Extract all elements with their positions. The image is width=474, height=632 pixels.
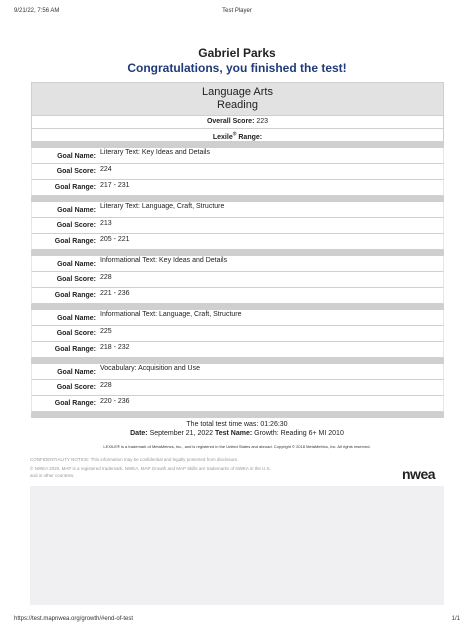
goal-name-label: Goal Name:: [57, 261, 96, 268]
goal-score-value: 225: [100, 328, 112, 335]
goal-name-value: Informational Text: Key Ideas and Details: [100, 257, 228, 264]
goal-score-label: Goal Score:: [56, 384, 96, 391]
date-value: September 21, 2022: [149, 430, 214, 437]
print-footer: [0, 616, 474, 626]
goal-score-label: Goal Score:: [56, 330, 96, 337]
overall-score-label: Overall Score:: [206, 118, 255, 125]
print-header: [0, 8, 474, 20]
goal-range-row: [31, 180, 444, 196]
goal-score-value: 224: [100, 166, 112, 173]
print-page-number: 1/1: [451, 616, 460, 622]
goal-range-label: Goal Range:: [54, 292, 96, 299]
lexile-trademark-note: LEXILE® is a trademark of MetaMetrics, Inc., and is registered in the United States and abroad. Copyright © 2018 MetaMetrics, Inc. All rights reserved.: [103, 444, 371, 449]
goal-range-value: 221 - 236: [100, 290, 130, 297]
goal-range-row: [31, 396, 444, 412]
goal-name-label: Goal Name:: [57, 153, 96, 160]
score-report: [31, 82, 444, 418]
goal-range-value: 218 - 232: [100, 344, 130, 351]
goal-range-value: 220 - 236: [100, 398, 130, 405]
goal-name-row: [31, 310, 444, 326]
goal-range-row: [31, 288, 444, 304]
goal-score-label: Goal Score:: [56, 276, 96, 283]
lexile-label: Lexile: [212, 134, 233, 142]
goal-name-row: [31, 202, 444, 218]
goal-score-value: 213: [100, 220, 112, 227]
subject-header: [31, 82, 444, 116]
date-label: Date:: [130, 430, 148, 437]
goal-name-label: Goal Name:: [57, 369, 96, 376]
print-title: Test Player: [222, 8, 252, 14]
goal-range-value: 217 - 231: [100, 182, 130, 189]
overall-score-value: 223: [256, 118, 269, 125]
goal-score-label: Goal Score:: [56, 222, 96, 229]
goals-list: [31, 142, 444, 418]
goal-score-value: 228: [100, 382, 112, 389]
subject-line1: Language Arts: [202, 86, 273, 98]
test-name-value: Growth: Reading 6+ MI 2010: [254, 430, 344, 437]
print-datetime: 9/21/22, 7:56 AM: [14, 8, 60, 14]
goal-range-label: Goal Range:: [54, 346, 96, 353]
copyright-line2: and in other countries.: [30, 473, 75, 478]
confidentiality-notice: CONFIDENTIALITY NOTICE: This information may be confidential and legally protected from disclosure.: [30, 457, 239, 462]
goal-name-row: [31, 364, 444, 380]
subject-line2: Reading: [217, 99, 258, 111]
lexile-reg-mark: ®: [232, 132, 237, 138]
copyright-line1: © NWEA 2020. MAP is a registered trademark. NWEA, MAP Growth and MAP Skills are trademarks of NWEA in the U.S.: [30, 466, 271, 471]
nwea-logo: nwea: [402, 466, 436, 482]
test-name-label: Test Name:: [214, 430, 253, 437]
goal-name-value: Literary Text: Language, Craft, Structure: [100, 203, 225, 210]
goal-score-value: 228: [100, 274, 112, 281]
student-name: Gabriel Parks: [198, 46, 276, 60]
goal-score-label: Goal Score:: [56, 168, 96, 175]
goal-score-row: [31, 272, 444, 288]
goal-range-row: [31, 342, 444, 358]
goal-range-value: 205 - 221: [100, 236, 130, 243]
goal-name-row: [31, 148, 444, 164]
goal-name-value: Literary Text: Key Ideas and Details: [100, 149, 210, 156]
total-test-time: The total test time was: 01:26:30: [186, 421, 288, 428]
goal-name-row: [31, 256, 444, 272]
overall-score-row: [31, 116, 444, 129]
goal-score-row: [31, 218, 444, 234]
goal-group-separator: [31, 412, 444, 418]
test-summary: [0, 420, 474, 438]
print-url: https://test.mapnwea.org/growth/#end-of-test: [14, 616, 134, 622]
congrats-message: Congratulations, you finished the test!: [127, 61, 347, 75]
goal-name-value: Vocabulary: Acquisition and Use: [100, 365, 201, 372]
goal-name-label: Goal Name:: [57, 315, 96, 322]
goal-name-value: Informational Text: Language, Craft, Structure: [100, 311, 242, 318]
goal-score-row: [31, 380, 444, 396]
goal-score-row: [31, 326, 444, 342]
goal-name-label: Goal Name:: [57, 207, 96, 214]
lexile-range-row: [31, 129, 444, 142]
blank-content-area: [30, 486, 444, 605]
goal-range-label: Goal Range:: [54, 400, 96, 407]
lexile-range-label: Range:: [238, 134, 263, 142]
goal-range-label: Goal Range:: [54, 184, 96, 191]
goal-range-label: Goal Range:: [54, 238, 96, 245]
goal-range-row: [31, 234, 444, 250]
goal-score-row: [31, 164, 444, 180]
